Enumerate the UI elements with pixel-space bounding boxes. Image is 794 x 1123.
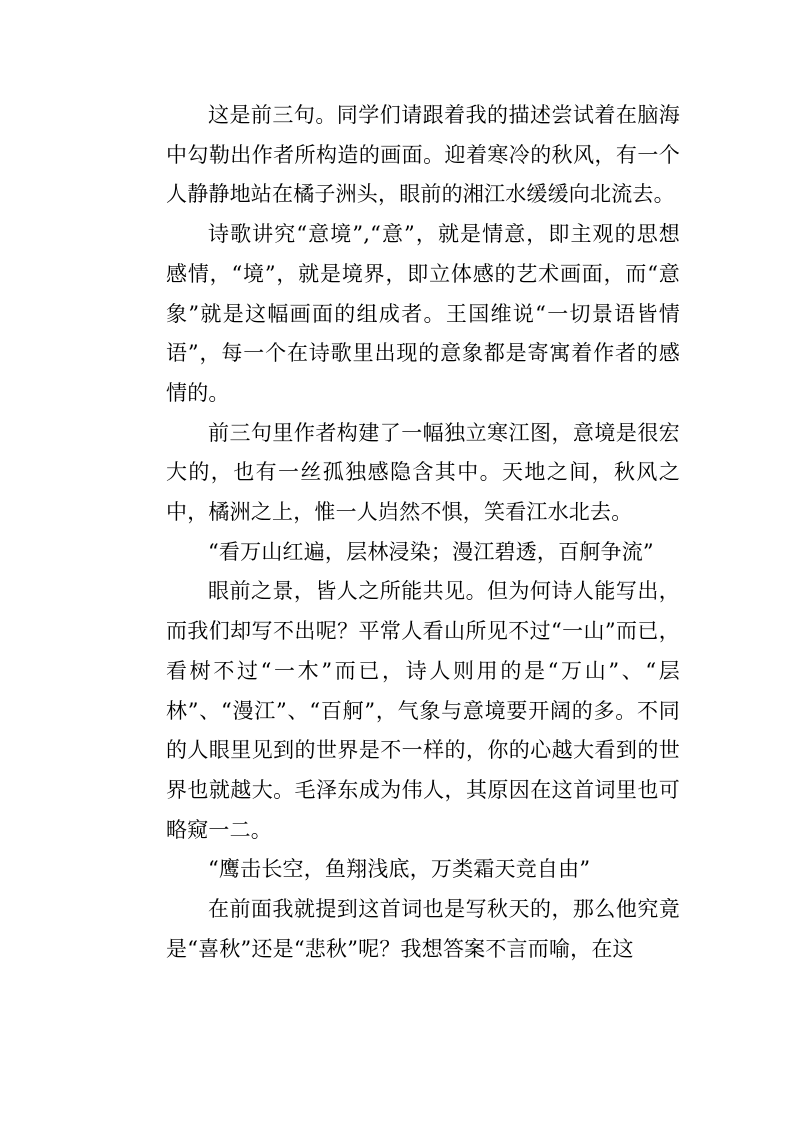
document-body [166, 96, 680, 969]
paragraph-3: 前三句里作者构建了一幅独立寒江图，意境是很宏大的，也有一丝孤独感隐含其中。天地之间，秋风之中，橘洲之上，惟一人岿然不惧，笑看江水北去。 [166, 420, 680, 525]
paragraph-2: 诗歌讲究“意境”,“意”，就是情意，即主观的思想感情，“境”，就是境界，即立体感的艺术画面，而“意象”就是这幅画面的组成者。王国维说“一切景语皆情语”，每一个在诗歌里出现的意象都是寄寓着作者的感情的。 [166, 222, 680, 405]
paragraph-5: 在前面我就提到这首词也是写秋天的，那么他究竟是“喜秋”还是“悲秋”呢？我想答案不言而喻，在这 [166, 897, 680, 961]
quote-line-2: “鹰击长空，鱼翔浅底，万类霜天竞自由” [208, 857, 591, 882]
paragraph-4: 眼前之景，皆人之所能共见。但为何诗人能写出，而我们却写不出呢？平常人看山所见不过“一山”而已，看树不过“一木”而已，诗人则用的是“万山”、“层林”、“漫江”、“百舸”，气象与意境要开阔的多。不同的人眼里见到的世界是不一样的，你的心越大看到的世界也就越大。毛泽东成为伟人，其原因在这首词里也可略窥一二。 [166, 579, 680, 842]
quote-line-1: “看万山红遍，层林浸染；漫江碧透，百舸争流” [208, 539, 654, 564]
paragraph-1: 这是前三句。同学们请跟着我的描述尝试着在脑海中勾勒出作者所构造的画面。迎着寒冷的秋风，有一个人静静地站在橘子洲头，眼前的湘江水缓缓向北流去。 [166, 103, 680, 207]
